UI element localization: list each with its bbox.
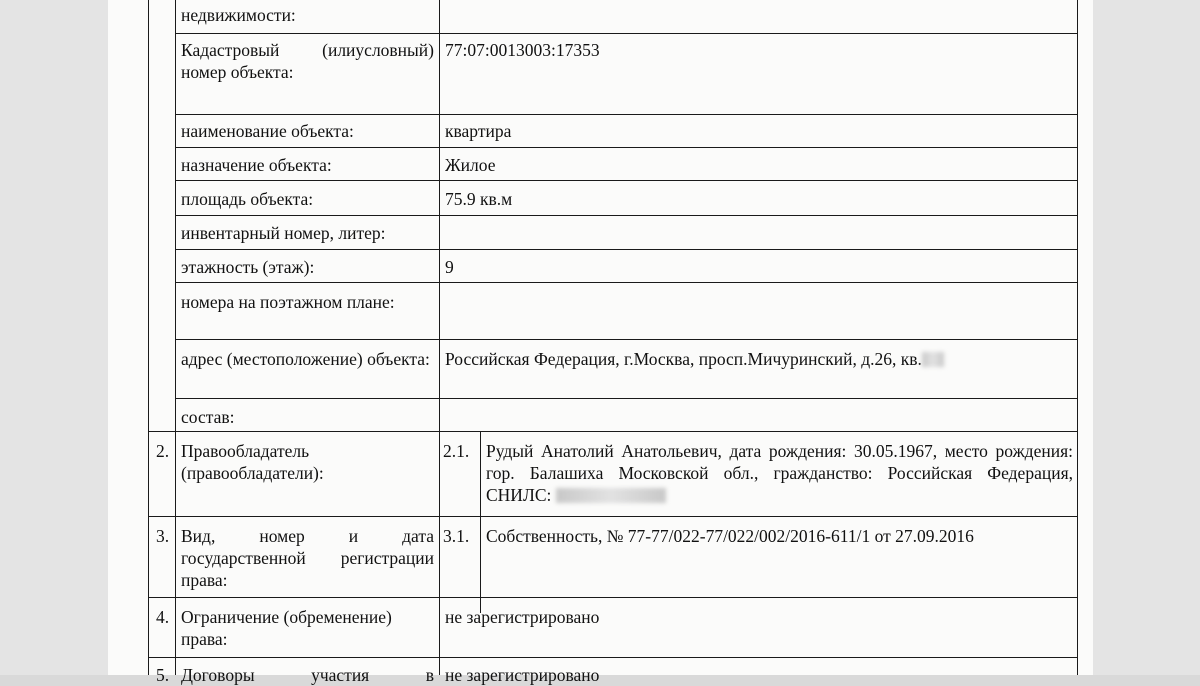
floorplan-label: номера на поэтажном плане: <box>181 292 395 312</box>
address-value <box>445 348 1073 370</box>
floors-label: этажность (этаж): <box>181 257 315 277</box>
object-name-value: квартира <box>445 121 512 141</box>
row-label: недвижимости: <box>181 5 296 25</box>
inventory-label: инвентарный номер, литер: <box>181 223 386 243</box>
section-line <box>148 597 1078 598</box>
col-line-right <box>1077 0 1078 675</box>
object-area-label: площадь объекта: <box>181 189 314 209</box>
encumbrance-value: не зарегистрировано <box>445 607 600 627</box>
composition-label: состав: <box>181 407 235 427</box>
section-3-number: 3. <box>155 526 170 546</box>
address-label: адрес (местоположение) объекта: <box>181 349 430 369</box>
encumbrance-label: Ограничение (обременение) права: <box>181 607 392 649</box>
cadastral-label: Кадастровый (илиусловный) номер объекта: <box>181 40 434 82</box>
section-line <box>148 657 1078 658</box>
rightholder-value <box>486 440 1073 506</box>
col-line-label <box>439 0 440 675</box>
section-2-1-number: 2.1. <box>443 441 470 461</box>
section-5-number: 5. <box>155 665 170 685</box>
row-line <box>175 114 1078 115</box>
registration-label: Вид, номер и дата государственной регистрации права: <box>181 526 434 590</box>
object-purpose-label: назначение объекта: <box>181 155 332 175</box>
row-line <box>175 147 1078 148</box>
row-line <box>175 339 1078 340</box>
redacted-apartment <box>922 352 944 367</box>
col-line-left <box>148 0 149 675</box>
cadastral-value: 77:07:0013003:17353 <box>445 40 600 60</box>
row-line <box>175 180 1078 181</box>
section-line <box>148 516 1078 517</box>
object-name-label: наименование объекта: <box>181 121 354 141</box>
registration-value: Собственность, № 77-77/022-77/022/002/2016-611/1 от 27.09.2016 <box>486 526 974 546</box>
contracts-label: Договоры участия в <box>181 665 434 685</box>
col-line-num <box>175 0 176 675</box>
col-line-sub <box>480 432 481 613</box>
row-line <box>175 33 1078 34</box>
row-line <box>175 249 1078 250</box>
object-purpose-value: Жилое <box>445 155 496 175</box>
contracts-value: не зарегистрировано <box>445 665 600 685</box>
section-line <box>148 431 1078 432</box>
section-4-number: 4. <box>155 607 170 627</box>
redacted-snils <box>556 488 666 503</box>
section-3-1-number: 3.1. <box>443 526 470 546</box>
floors-value: 9 <box>445 257 454 277</box>
rightholder-label: Правообладатель (правообладатели): <box>181 441 324 483</box>
row-line <box>175 282 1078 283</box>
address-text: Российская Федерация, г.Москва, просп.Мичуринский, д.26, кв. <box>445 349 922 369</box>
row-line <box>175 398 1078 399</box>
row-line <box>175 215 1078 216</box>
rightholder-text: Рудый Анатолий Анатольевич, дата рождения: 30.05.1967, место рождения: гор. Балашиха Московской обл., гражданство: Российская Федерация, СНИЛС: <box>486 441 1073 505</box>
object-area-value: 75.9 кв.м <box>445 189 513 209</box>
section-2-number: 2. <box>155 441 170 461</box>
